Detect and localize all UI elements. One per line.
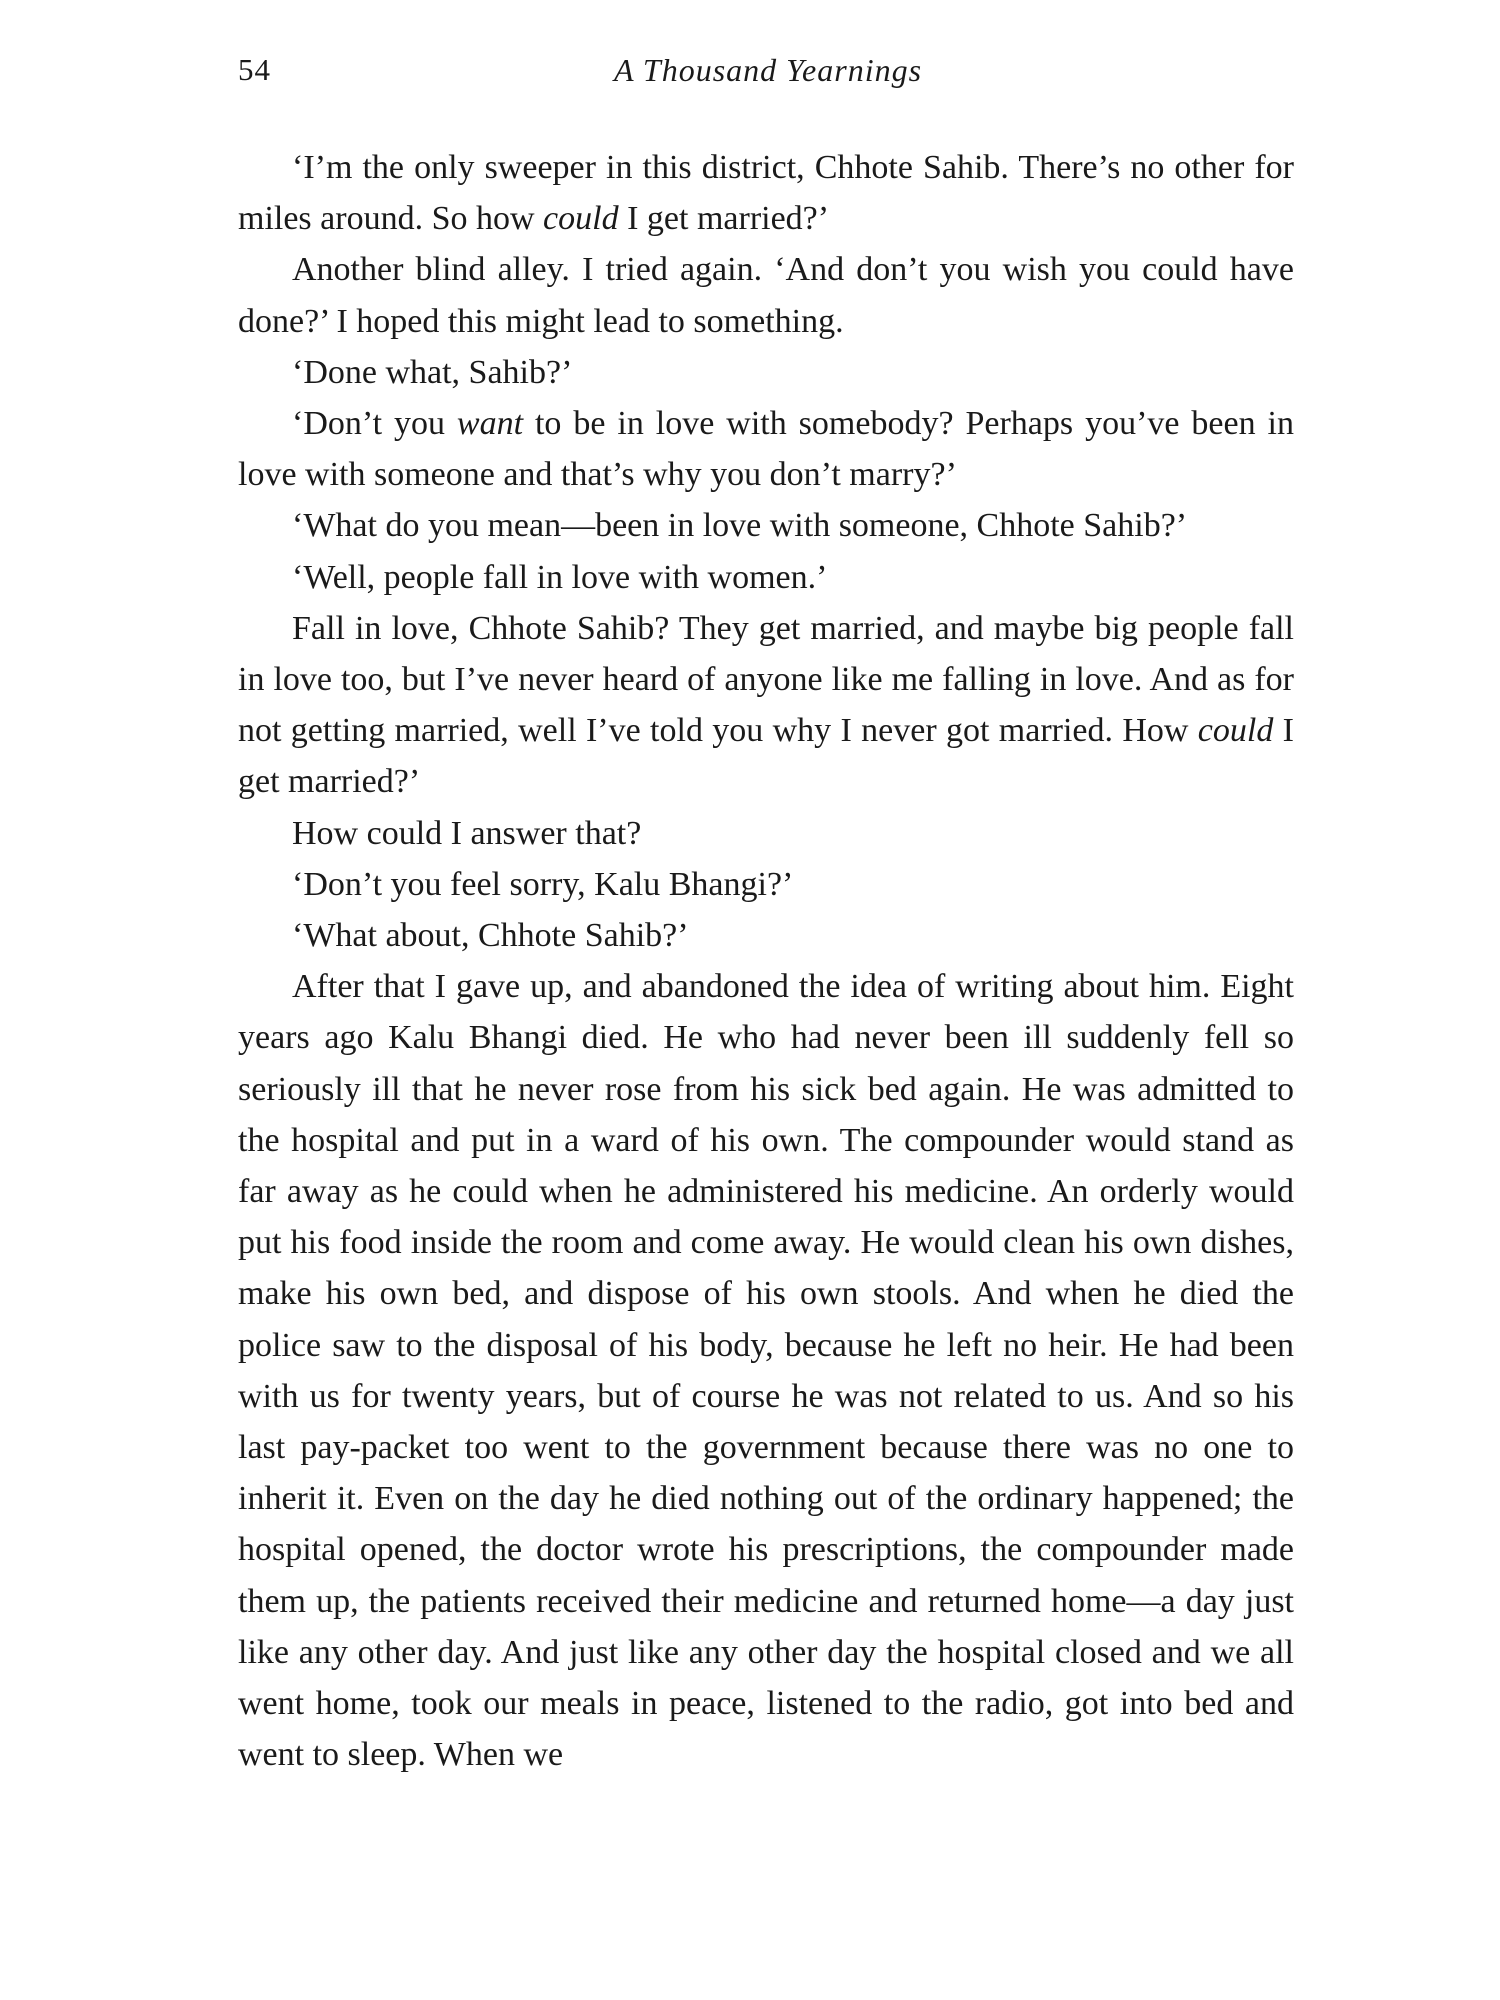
- text-run: I get married?’: [618, 200, 830, 238]
- text-run: to be in love with somebody? Perhaps you’ve been in love with someone and that’s why you don’t marry?’: [238, 405, 1294, 494]
- paragraph: [238, 961, 1294, 1780]
- text-run: ‘Don’t you feel sorry, Kalu Bhangi?’: [292, 865, 794, 903]
- text-run: Another blind alley. I tried again. ‘And don’t you wish you could have done?’ I hoped this might lead to something.: [238, 251, 1294, 340]
- body-text: [238, 142, 1294, 1781]
- paragraph: [238, 500, 1294, 551]
- text-run: I get married?’: [238, 712, 1294, 801]
- italic-text: want: [456, 405, 524, 443]
- paragraph: [238, 552, 1294, 603]
- paragraph: [238, 859, 1294, 910]
- running-head: [238, 52, 1298, 102]
- italic-text: could: [543, 200, 619, 238]
- paragraph: [238, 347, 1294, 398]
- page-number: 54: [238, 52, 271, 87]
- text-run: ‘Well, people fall in love with women.’: [292, 558, 828, 596]
- paragraph: [238, 603, 1294, 808]
- text-run: Fall in love, Chhote Sahib? They get married, and maybe big people fall in love too, but I’ve never heard of anyone like me falling in love. And as for not getting married, well I’ve told you why I never got married. How: [238, 609, 1294, 750]
- paragraph: [238, 398, 1294, 500]
- italic-text: could: [1197, 712, 1274, 750]
- paragraph: [238, 244, 1294, 346]
- book-title: A Thousand Yearnings: [613, 52, 923, 88]
- text-run: ‘Done what, Sahib?’: [292, 353, 573, 391]
- text-run: ‘What about, Chhote Sahib?’: [292, 917, 689, 955]
- paragraph: [238, 808, 1294, 859]
- text-run: ‘I’m the only sweeper in this district, Chhote Sahib. There’s no other for miles around. So how: [238, 149, 1294, 238]
- text-run: ‘What do you mean—been in love with someone, Chhote Sahib?’: [292, 507, 1188, 545]
- paragraph: [238, 910, 1294, 961]
- text-run: After that I gave up, and abandoned the idea of writing about him. Eight years ago Kalu Bhangi died. He who had never been ill suddenly fell so seriously ill that he never rose from his sick bed again. He was admitted to the hospital and put in a ward of his own. The compounder would stand as far away as he could when he administered his medicine. An orderly would put his food inside the room and come away. He would clean his own dishes, make his own bed, and dispose of his own stools. And when he died the police saw to the disposal of his body, because he left no heir. He had been with us for twenty years, but of course he was not related to us. And so his last pay-packet too went to the government because there was no one to inherit it. Even on the day he died nothing out of the ordinary happened; the hospital opened, the doctor wrote his prescriptions, the compounder made them up, the patients received their medicine and returned home—a day just like any other day. And just like any other day the hospital closed and we all went home, took our meals in peace, listened to the radio, got into bed and went to sleep. When we: [238, 968, 1294, 1774]
- paragraph: [238, 142, 1294, 244]
- text-run: How could I answer that?: [292, 814, 642, 852]
- text-run: ‘Don’t you: [292, 405, 457, 443]
